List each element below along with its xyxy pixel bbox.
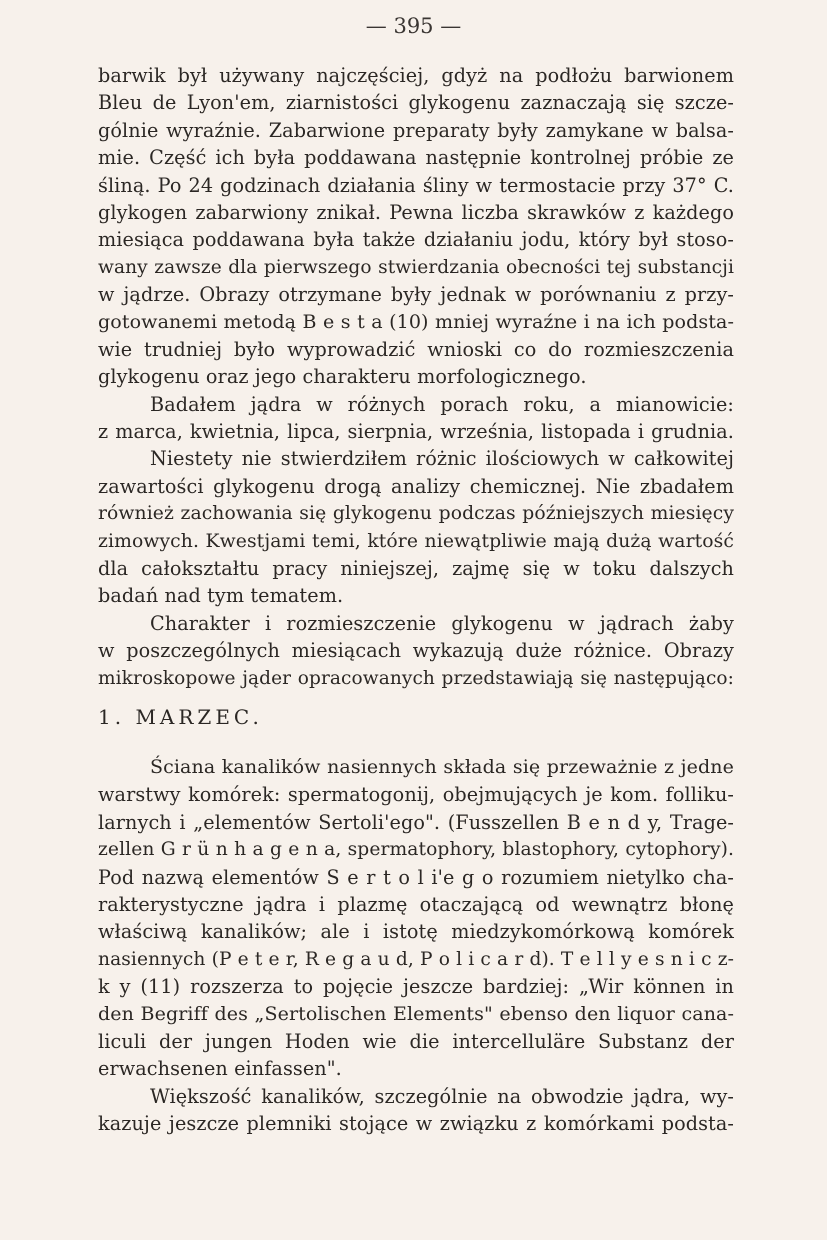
- text-line: zawartości glykogenu drogą analizy chemicznej. Nie zbadałem: [98, 474, 734, 498]
- text-line: k y (11) rozszerza to pojęcie jeszcze bardziej: „Wir können in: [98, 975, 734, 999]
- text-line: erwachsenen einfassen".: [98, 1057, 342, 1081]
- text-line: mikroskopowe jąder opracowanych przedstawiają się następująco:: [98, 667, 734, 689]
- text-line: zimowych. Kwestjami temi, które niewątpliwie mają dużą wartość: [98, 530, 734, 552]
- text-line: den Begriff des „Sertolischen Elements" ebenso den liquor cana-: [98, 1002, 734, 1025]
- text-line: nasiennych (P e t e r, R e g a u d, P o l i c a r d). T e l l y e s n i c z-: [98, 948, 734, 970]
- text-line: gotowanemi metodą B e s t a (10) mniej wyraźne i na ich podsta-: [98, 310, 734, 333]
- text-line: warstwy komórek: spermatogonij, obejmujących je kom. folliku-: [98, 783, 734, 807]
- text-line: rakterystyczne jądra i plazmę otaczającą od wewnątrz błonę: [98, 892, 734, 916]
- paragraph: [98, 391, 734, 446]
- text-line: miesiąca poddawana była także działaniu jodu, który był stoso-: [98, 228, 734, 252]
- text-line: wie trudniej było wyprowadzić wnioski co do rozmieszczenia: [98, 337, 734, 361]
- paragraph: [98, 445, 734, 609]
- section-heading: 1. MARZEC.: [98, 704, 263, 729]
- text-line: dla całokształtu pracy niniejszej, zajmę się w toku dalszych: [98, 557, 734, 581]
- text-line: mie. Część ich była poddawana następnie kontrolnej próbie ze: [98, 146, 734, 170]
- text-line: liculi der jungen Hoden wie die intercelluläre Substanz der: [98, 1029, 734, 1053]
- text-line: barwik był używany najczęściej, gdyż na podłożu barwionem: [98, 64, 734, 87]
- page-number: — 395 —: [365, 14, 462, 38]
- paragraph: [98, 610, 734, 692]
- text-line: Pod nazwą elementów S e r t o l i'e g o rozumiem nietylko cha-: [98, 865, 734, 889]
- text-line: śliną. Po 24 godzinach działania śliny w termostacie przy 37° C.: [98, 173, 734, 197]
- text-line: glykogenu oraz jego charakteru morfologicznego.: [98, 365, 587, 389]
- text-body: [98, 62, 734, 1137]
- text-line: Bleu de Lyon'em, ziarnistości glykogenu zaznaczają się szcze-: [98, 91, 734, 115]
- text-line: Większość kanalików, szczególnie na obwodzie jądra, wy-: [150, 1084, 734, 1108]
- text-line: wany zawsze dla pierwszego stwierdzania obecności tej substancji: [98, 256, 734, 278]
- text-line: Badałem jądra w różnych porach roku, a mianowicie:: [150, 392, 734, 416]
- text-line: zellen G r ü n h a g e n a, spermatophory, blastophory, cytophory).: [98, 839, 734, 861]
- paragraph: [98, 62, 734, 391]
- text-line: gólnie wyraźnie. Zabarwione preparaty były zamykane w balsa-: [98, 118, 734, 142]
- text-line: Ściana kanalików nasiennych składa się przeważnie z jedne: [150, 755, 734, 778]
- text-line: kazuje jeszcze plemniki stojące w związku z komórkami podsta-: [98, 1112, 734, 1136]
- paragraph: [98, 1083, 734, 1138]
- paragraph: [98, 754, 734, 1083]
- text-line: Charakter i rozmieszczenie glykogenu w jądrach żaby: [150, 611, 734, 635]
- text-line: również zachowania się glykogenu podczas późniejszych miesięcy: [98, 503, 734, 525]
- text-line: z marca, kwietnia, lipca, sierpnia, września, listopada i grudnia.: [98, 420, 734, 444]
- text-line: w poszczególnych miesiącach wykazują duże różnice. Obrazy: [98, 639, 734, 663]
- text-line: w jądrze. Obrazy otrzymane były jednak w porównaniu z przy-: [98, 283, 734, 307]
- text-line: larnych i „elementów Sertoli'ego". (Fusszellen B e n d y, Trage-: [98, 810, 734, 834]
- text-line: Niestety nie stwierdziłem różnic ilościowych w całkowitej: [150, 447, 734, 471]
- text-line: glykogen zabarwiony znikał. Pewna liczba skrawków z każdego: [98, 200, 734, 224]
- text-line: badań nad tym tematem.: [98, 584, 344, 608]
- text-line: właściwą kanalików; ale i istotę miedzykomórkową komórek: [98, 920, 734, 944]
